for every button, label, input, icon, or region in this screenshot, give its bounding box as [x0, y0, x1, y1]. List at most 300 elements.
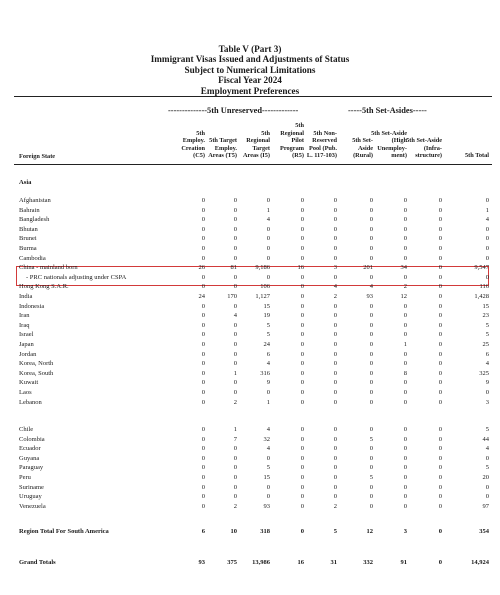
- row-cell: 0: [333, 216, 337, 224]
- row-cell: 0: [233, 216, 237, 224]
- row-cell: 0: [403, 398, 407, 406]
- row-cell: 0: [201, 341, 205, 348]
- row-cell: 0: [369, 197, 373, 204]
- row-cell: 0: [403, 312, 407, 320]
- row-cell: 0: [300, 483, 304, 491]
- table-row: [0, 331, 500, 340]
- header-line: (Infra-: [423, 144, 442, 152]
- row-cell: 0: [438, 559, 442, 566]
- row-cell: 4: [485, 360, 489, 368]
- row-cell: 0: [438, 321, 442, 329]
- header-line: (R5): [292, 152, 304, 160]
- table-row: [0, 445, 500, 454]
- table-row: [0, 436, 500, 445]
- title-line-2: Immigrant Visas Issued and Adjustments of Status: [150, 54, 350, 65]
- row-cell: 0: [333, 493, 337, 501]
- table-row: [0, 370, 500, 379]
- row-cell: 2: [333, 293, 337, 300]
- row-cell: 0: [333, 302, 337, 310]
- row-cell: 0: [300, 206, 304, 214]
- row-cell: 0: [438, 502, 442, 510]
- header-foreign-state: Foreign State: [19, 153, 56, 160]
- header-infrastructure: [406, 137, 442, 160]
- row-cell: 0: [201, 331, 205, 339]
- header-line: 5th Target: [209, 137, 237, 145]
- row-cell: 0: [266, 245, 270, 252]
- row-cell: 0: [369, 389, 373, 396]
- row-cell: 0: [233, 474, 237, 481]
- row-cell: 0: [300, 350, 304, 358]
- row-cell: 4: [333, 283, 337, 291]
- table-row: [0, 559, 500, 568]
- row-cell: 0: [403, 474, 407, 481]
- row-cell: 0: [201, 502, 205, 510]
- table-row: [0, 341, 500, 350]
- row-cell: 0: [233, 379, 237, 387]
- row-cell: 4: [266, 216, 270, 224]
- row-cell: 0: [333, 474, 337, 481]
- header-line: Regional: [280, 129, 304, 137]
- table-row: [0, 464, 500, 473]
- header-line: Aside: [357, 144, 373, 152]
- row-cell: 0: [369, 273, 373, 281]
- row-cell: 0: [369, 464, 373, 472]
- row-cell: 0: [403, 225, 407, 233]
- row-cell: 0: [438, 435, 442, 443]
- row-cell: 0: [485, 454, 489, 462]
- row-cell: 5: [485, 331, 489, 339]
- table-row: [0, 379, 500, 388]
- row-cell: 1: [233, 369, 237, 377]
- row-cell: 0: [485, 483, 489, 491]
- row-cell: 0: [300, 197, 304, 204]
- row-cell: 0: [300, 454, 304, 462]
- row-cell: 0: [233, 389, 237, 396]
- header-line: Creation: [181, 144, 205, 152]
- row-cell: 0: [233, 283, 237, 291]
- row-cell: 0: [300, 426, 304, 433]
- row-cell: 93: [366, 293, 373, 300]
- row-cell: 0: [201, 454, 205, 462]
- row-cell: 0: [403, 197, 407, 204]
- row-cell: 4: [266, 360, 270, 368]
- row-cell: 0: [438, 254, 442, 262]
- row-cell: 0: [403, 350, 407, 358]
- row-cell: 0: [485, 235, 489, 243]
- row-label: China - mainland born: [19, 264, 78, 272]
- row-cell: 0: [403, 483, 407, 491]
- row-cell: 0: [233, 493, 237, 501]
- row-cell: 6: [266, 350, 270, 358]
- table-row: [0, 255, 500, 264]
- row-cell: 34: [400, 264, 407, 272]
- row-cell: 0: [438, 398, 442, 406]
- row-cell: 5: [369, 435, 373, 443]
- header-line: Areas (T5): [208, 152, 237, 160]
- row-cell: 0: [300, 379, 304, 387]
- row-cell: 0: [333, 360, 337, 368]
- row-cell: 0: [369, 216, 373, 224]
- row-label: Laos: [19, 389, 32, 396]
- row-cell: 0: [369, 502, 373, 510]
- row-cell: 0: [233, 273, 237, 281]
- row-cell: 0: [438, 273, 442, 281]
- row-cell: 0: [300, 464, 304, 472]
- row-cell: 0: [403, 493, 407, 501]
- row-cell: 0: [201, 321, 205, 329]
- row-cell: 0: [438, 426, 442, 433]
- row-cell: 0: [333, 350, 337, 358]
- row-cell: 170: [227, 293, 237, 300]
- row-cell: 0: [438, 464, 442, 472]
- header-total: [465, 152, 489, 160]
- row-cell: 3: [333, 264, 337, 272]
- row-cell: 0: [201, 360, 205, 368]
- table-row: [0, 322, 500, 331]
- row-label: Israel: [19, 331, 34, 339]
- row-cell: 25: [482, 341, 489, 348]
- row-cell: 7: [233, 435, 237, 443]
- row-cell: 15: [482, 302, 489, 310]
- header-line: Target: [252, 144, 270, 152]
- row-cell: 23: [482, 312, 489, 320]
- row-cell: 0: [438, 474, 442, 481]
- table-row: [0, 207, 500, 216]
- header-line: 5th: [295, 122, 304, 129]
- row-cell: 9: [485, 379, 489, 387]
- header-line: Pilot: [291, 137, 304, 145]
- row-cell: 0: [300, 435, 304, 443]
- row-cell: 0: [300, 235, 304, 243]
- row-label: Region Total For South America: [19, 528, 109, 535]
- row-cell: 0: [300, 245, 304, 252]
- row-cell: 0: [369, 321, 373, 329]
- row-cell: 14,924: [471, 559, 489, 566]
- row-cell: 0: [333, 206, 337, 214]
- row-cell: 0: [233, 245, 237, 252]
- header-non-reserved: [307, 130, 337, 160]
- row-cell: 0: [403, 331, 407, 339]
- section-unreserved: --------------5th Unreserved-------------: [168, 106, 299, 115]
- row-label: Burma: [19, 245, 37, 252]
- row-cell: 0: [485, 225, 489, 233]
- row-cell: 0: [438, 483, 442, 491]
- header-i5: [243, 130, 270, 160]
- row-cell: 0: [369, 445, 373, 453]
- row-cell: 0: [201, 369, 205, 377]
- row-cell: 0: [201, 464, 205, 472]
- header-line: Areas (I5): [243, 152, 270, 160]
- header-line: L. 117-103): [306, 152, 337, 160]
- row-cell: 0: [333, 331, 337, 339]
- top-rule: [14, 96, 492, 97]
- row-cell: 1: [266, 398, 270, 406]
- row-cell: 0: [201, 379, 205, 387]
- row-cell: 0: [369, 302, 373, 310]
- row-cell: 10: [230, 528, 237, 535]
- row-cell: 0: [300, 502, 304, 510]
- row-cell: 0: [201, 235, 205, 243]
- row-cell: 1: [403, 341, 407, 348]
- row-cell: 0: [201, 445, 205, 453]
- row-cell: 0: [233, 206, 237, 214]
- section-set-asides: -----5th Set-Asides-----: [348, 106, 427, 115]
- row-cell: 93: [263, 502, 270, 510]
- row-cell: 0: [266, 235, 270, 243]
- row-label: Suriname: [19, 483, 44, 491]
- header-line: (High: [391, 137, 407, 145]
- row-cell: 2: [233, 502, 237, 510]
- row-cell: 0: [333, 398, 337, 406]
- row-cell: 0: [300, 341, 304, 348]
- row-cell: 0: [403, 389, 407, 396]
- row-cell: 9: [266, 379, 270, 387]
- row-cell: 0: [369, 454, 373, 462]
- table-row: [0, 226, 500, 235]
- row-cell: 4: [485, 445, 489, 453]
- row-label: Bhutan: [19, 225, 38, 233]
- row-cell: 0: [333, 225, 337, 233]
- row-cell: 0: [201, 435, 205, 443]
- row-cell: 32: [263, 435, 270, 443]
- row-label: Lebanon: [19, 398, 42, 406]
- table-row: [0, 484, 500, 493]
- row-cell: 0: [438, 379, 442, 387]
- row-cell: 0: [438, 360, 442, 368]
- row-cell: 0: [266, 389, 270, 396]
- table-title: [0, 44, 500, 96]
- header-line: Regional: [246, 137, 270, 145]
- header-c5: [181, 130, 205, 160]
- row-cell: 0: [266, 197, 270, 204]
- table-row: [0, 528, 500, 537]
- header-line: 5th: [261, 129, 270, 137]
- row-label: Venezuela: [19, 502, 46, 510]
- row-cell: 0: [300, 398, 304, 406]
- row-cell: 0: [485, 254, 489, 262]
- row-cell: 0: [201, 493, 205, 501]
- row-cell: 0: [233, 350, 237, 358]
- row-cell: 1,127: [255, 293, 270, 300]
- row-cell: 0: [333, 369, 337, 377]
- row-label: Japan: [19, 341, 34, 348]
- row-cell: 0: [438, 331, 442, 339]
- row-cell: 375: [227, 559, 237, 566]
- row-cell: 0: [233, 235, 237, 243]
- row-cell: 0: [266, 273, 270, 281]
- table-row: [0, 245, 500, 254]
- row-label: Cambodia: [19, 254, 46, 262]
- row-cell: 0: [485, 273, 489, 281]
- row-cell: 201: [363, 264, 373, 272]
- row-label: India: [19, 293, 33, 300]
- row-cell: 16: [297, 264, 304, 272]
- row-cell: 0: [369, 312, 373, 320]
- row-cell: 0: [438, 225, 442, 233]
- row-cell: 0: [201, 283, 205, 291]
- row-cell: 0: [369, 360, 373, 368]
- row-label: Guyana: [19, 454, 40, 462]
- header-high-unemployment: [371, 130, 407, 160]
- row-cell: 0: [300, 474, 304, 481]
- row-cell: 5: [485, 426, 489, 433]
- row-label: Colombia: [19, 435, 45, 443]
- row-cell: 0: [201, 216, 205, 224]
- row-cell: 0: [438, 283, 442, 291]
- row-cell: 1: [485, 206, 489, 214]
- row-label: Iran: [19, 312, 30, 320]
- row-label: Jordan: [19, 350, 37, 358]
- row-cell: 0: [266, 454, 270, 462]
- row-cell: 0: [438, 312, 442, 320]
- row-cell: 26: [198, 264, 205, 272]
- row-cell: 4: [266, 445, 270, 453]
- row-cell: 0: [485, 197, 489, 204]
- row-cell: 0: [300, 369, 304, 377]
- row-cell: 2: [333, 502, 337, 510]
- row-cell: 0: [403, 445, 407, 453]
- row-cell: 0: [369, 331, 373, 339]
- row-cell: 0: [300, 273, 304, 281]
- row-cell: 5: [266, 464, 270, 472]
- row-cell: 0: [403, 216, 407, 224]
- row-cell: 332: [363, 559, 373, 566]
- row-cell: 0: [300, 493, 304, 501]
- row-cell: 0: [300, 283, 304, 291]
- row-cell: 0: [403, 206, 407, 214]
- row-cell: 0: [333, 341, 337, 348]
- row-cell: 0: [403, 435, 407, 443]
- row-cell: 0: [201, 225, 205, 233]
- row-cell: 0: [403, 426, 407, 433]
- row-cell: 0: [266, 254, 270, 262]
- row-cell: 12: [366, 528, 373, 535]
- row-cell: 0: [403, 302, 407, 310]
- row-cell: 0: [201, 273, 205, 281]
- row-cell: 0: [300, 389, 304, 396]
- row-cell: 0: [333, 389, 337, 396]
- row-cell: 20: [482, 474, 489, 481]
- row-cell: 0: [369, 206, 373, 214]
- row-cell: 0: [300, 360, 304, 368]
- row-cell: 5: [485, 321, 489, 329]
- header-line: 5th Set-: [352, 137, 373, 145]
- row-cell: 0: [300, 331, 304, 339]
- row-cell: 0: [201, 254, 205, 262]
- row-cell: 0: [438, 493, 442, 501]
- row-cell: 0: [266, 225, 270, 233]
- row-label: Uruguay: [19, 493, 42, 501]
- row-cell: 0: [201, 474, 205, 481]
- row-cell: 5: [333, 528, 337, 535]
- row-cell: 0: [485, 389, 489, 396]
- row-cell: 354: [479, 528, 489, 535]
- row-cell: 0: [369, 350, 373, 358]
- row-cell: 318: [260, 528, 270, 535]
- row-cell: 0: [333, 235, 337, 243]
- table-row: [0, 474, 500, 483]
- row-cell: 0: [300, 312, 304, 320]
- row-cell: 0: [233, 321, 237, 329]
- row-cell: 0: [333, 254, 337, 262]
- row-cell: 0: [485, 245, 489, 252]
- row-label: Bahrain: [19, 206, 40, 214]
- row-cell: 0: [201, 312, 205, 320]
- table-row: [0, 293, 500, 302]
- row-cell: 0: [333, 454, 337, 462]
- row-cell: 0: [300, 528, 304, 535]
- header-line: Program: [279, 144, 304, 152]
- row-cell: 9,547: [474, 264, 489, 272]
- row-cell: 0: [333, 426, 337, 433]
- header-t5: [208, 137, 237, 160]
- row-cell: 0: [233, 341, 237, 348]
- row-cell: 0: [403, 254, 407, 262]
- row-cell: 0: [369, 235, 373, 243]
- row-cell: 0: [300, 225, 304, 233]
- row-cell: 0: [438, 302, 442, 310]
- row-cell: 0: [403, 454, 407, 462]
- row-cell: 0: [300, 321, 304, 329]
- row-cell: 0: [438, 369, 442, 377]
- row-cell: 0: [233, 445, 237, 453]
- row-cell: 1: [233, 426, 237, 433]
- row-cell: 0: [369, 369, 373, 377]
- row-cell: 0: [369, 398, 373, 406]
- row-cell: 31: [330, 559, 337, 566]
- row-cell: 0: [403, 379, 407, 387]
- row-cell: 0: [438, 341, 442, 348]
- row-cell: 0: [333, 245, 337, 252]
- row-cell: 0: [369, 379, 373, 387]
- row-label: Hong Kong S.A.R.: [19, 283, 69, 291]
- row-cell: 16: [297, 559, 304, 566]
- row-cell: 81: [230, 264, 237, 272]
- row-cell: 0: [233, 483, 237, 491]
- row-cell: 0: [438, 197, 442, 204]
- row-cell: 0: [438, 216, 442, 224]
- table-row: [0, 351, 500, 360]
- table-row: [0, 312, 500, 321]
- table-row: [0, 426, 500, 435]
- row-cell: 0: [333, 379, 337, 387]
- row-cell: 0: [369, 493, 373, 501]
- row-cell: 24: [198, 293, 205, 300]
- header-line: Reserved: [312, 137, 337, 145]
- header-line: 5th Non-: [313, 129, 337, 137]
- header-rural: [352, 137, 373, 160]
- row-cell: 8: [403, 369, 407, 377]
- row-cell: 4: [485, 216, 489, 224]
- table-row: [0, 455, 500, 464]
- title-line-3: Subject to Numerical Limitations: [184, 64, 316, 75]
- row-cell: 0: [333, 312, 337, 320]
- title-line-4: Fiscal Year 2024: [218, 75, 282, 86]
- row-cell: 0: [201, 398, 205, 406]
- header-line: structure): [415, 152, 442, 160]
- row-cell: 325: [479, 369, 489, 377]
- row-cell: 5: [485, 464, 489, 472]
- title-line-1: Table V (Part 3): [218, 44, 282, 54]
- row-cell: 3: [485, 398, 489, 406]
- row-cell: 0: [438, 206, 442, 214]
- row-label: Bangladesh: [19, 216, 50, 224]
- row-label: Afghanistan: [19, 197, 51, 204]
- row-cell: 24: [263, 341, 270, 348]
- row-label: Ecuador: [19, 445, 41, 453]
- row-cell: 0: [201, 245, 205, 252]
- table-row: [0, 399, 500, 408]
